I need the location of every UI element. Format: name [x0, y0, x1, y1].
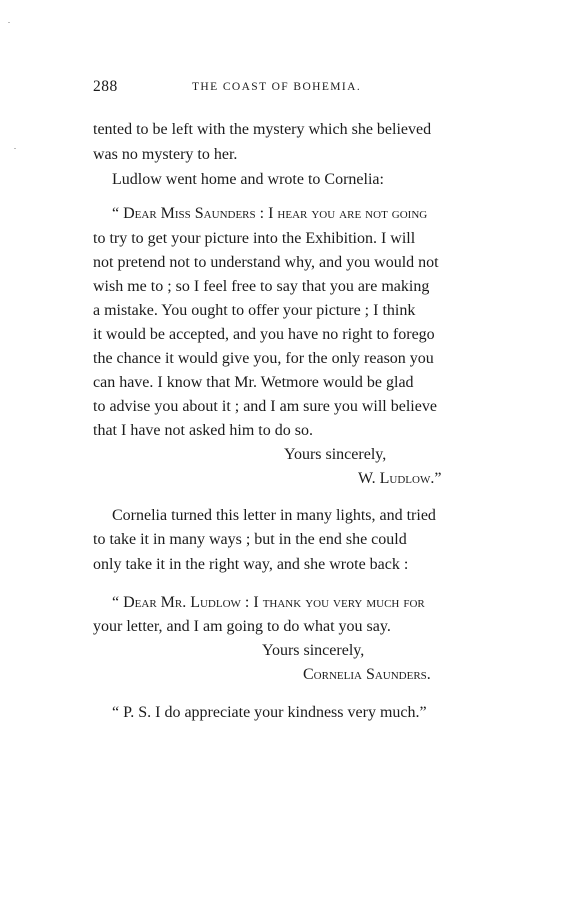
text-line: it would be accepted, and you have no right to forego	[93, 326, 435, 343]
text-line: only take it in the right way, and she wrote back :	[93, 556, 409, 573]
text-line: not pretend not to understand why, and you would not	[93, 254, 439, 271]
scan-speck	[8, 22, 10, 23]
text-line: to take it in many ways ; but in the end she could	[93, 531, 407, 548]
text-line: a mistake. You ought to offer your picture ; I think	[93, 302, 416, 319]
page-header	[93, 78, 483, 100]
letter-signature: Cornelia Saunders.	[303, 666, 431, 683]
postscript-line: “ P. S. I do appreciate your kindness very much.”	[112, 704, 427, 721]
page-number: 288	[93, 78, 118, 95]
text-line: to advise you about it ; and I am sure you will believe	[93, 398, 437, 415]
text-line: tented to be left with the mystery which she believed	[93, 121, 432, 138]
letter-salutation-line: “ Dear Miss Saunders : I hear you are not going	[112, 205, 428, 222]
text-line: can have. I know that Mr. Wetmore would be glad	[93, 374, 414, 391]
running-title: THE COAST OF BOHEMIA.	[192, 81, 362, 93]
text-line: the chance it would give you, for the only reason you	[93, 350, 434, 367]
text-line: that I have not asked him to do so.	[93, 422, 313, 439]
text-line: Ludlow went home and wrote to Cornelia:	[112, 171, 384, 188]
text-line: Cornelia turned this letter in many lights, and tried	[112, 507, 436, 524]
text-line: wish me to ; so I feel free to say that you are making	[93, 278, 430, 295]
text-line: your letter, and I am going to do what you say.	[93, 618, 391, 635]
text-line: to try to get your picture into the Exhibition. I will	[93, 230, 416, 247]
letter-closing: Yours sincerely,	[262, 642, 365, 659]
scan-speck	[14, 148, 16, 149]
letter-salutation-line: “ Dear Mr. Ludlow : I thank you very much for	[112, 594, 425, 611]
text-line: was no mystery to her.	[93, 146, 238, 163]
letter-closing: Yours sincerely,	[284, 446, 387, 463]
letter-signature: W. Ludlow.”	[358, 470, 442, 487]
